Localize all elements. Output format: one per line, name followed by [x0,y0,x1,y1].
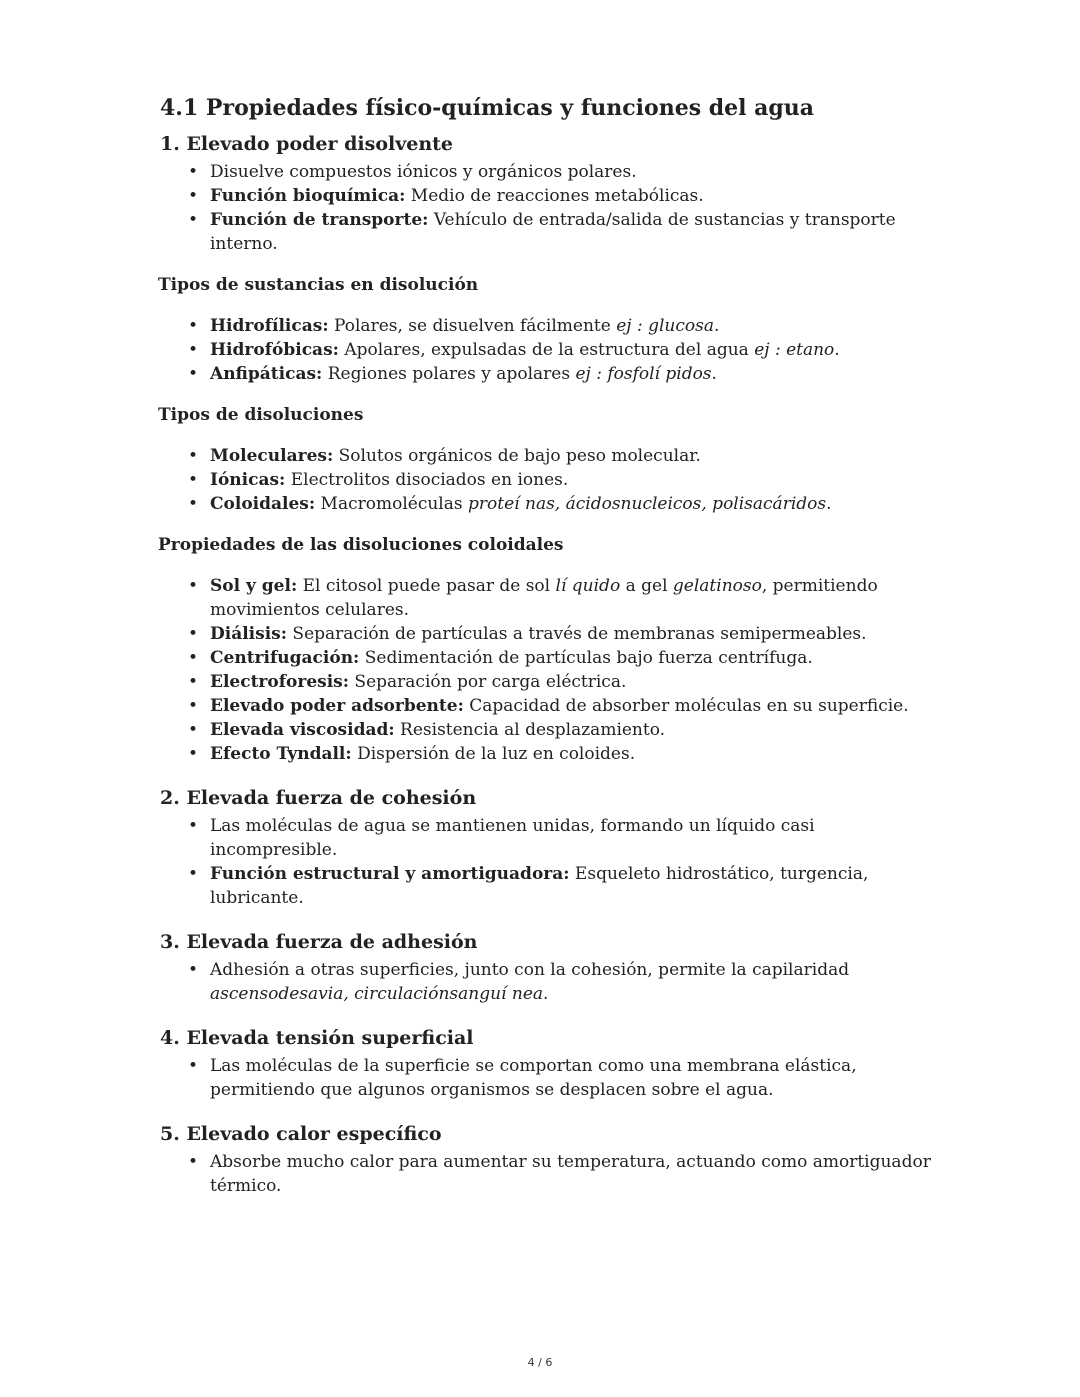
item-label: Electroforesis: [210,672,350,692]
item-math: ascensodesavia, circulaciónsanguí nea [210,984,544,1004]
section-1-list [158,160,938,256]
list-item [188,468,938,492]
section-2-list [158,814,938,910]
item-label: Función de transporte: [210,210,429,230]
list-item [188,646,938,670]
item-text-tail: . [826,494,832,514]
bullet-icon: • [188,576,199,596]
item-math: ej : glucosa [616,316,714,336]
item-label: Coloidales: [210,494,316,514]
item-text: Esqueleto hidrostático, turgencia, lubricante. [210,864,869,908]
bullet-icon: • [188,186,199,206]
item-text: Las moléculas de agua se mantienen unidas, formando un líquido casi incompresible. [210,816,815,860]
item-text: Resistencia al desplazamiento. [394,720,666,740]
item-text: Vehículo de entrada/salida de sustancias y transporte interno. [210,210,896,254]
list-item [188,574,938,622]
section-1-heading: 1. Elevado poder disolvente [160,133,454,155]
item-math: ej : etano [754,340,835,360]
bullet-icon: • [188,960,199,980]
section-3-heading: 3. Elevada fuerza de adhesión [160,931,478,953]
list-item [188,160,938,184]
tipos-disoluciones-heading: Tipos de disoluciones [158,405,364,425]
item-text-tail: a gel [620,576,673,596]
bullet-icon: • [188,210,199,230]
section-3-list [158,958,938,1006]
bullet-icon: • [188,364,199,384]
list-item [188,444,938,468]
item-label: Función estructural y amortiguadora: [210,864,570,884]
item-text: Apolares, expulsadas de la estructura del agua [338,340,755,360]
bullet-icon: • [188,720,199,740]
page-content [158,94,938,1198]
item-text: Medio de reacciones metabólicas. [405,186,704,206]
item-text: Separación de partículas a través de membranas semipermeables. [287,624,867,644]
item-text: Solutos orgánicos de bajo peso molecular. [333,446,701,466]
bullet-icon: • [188,816,199,836]
section-4-heading: 4. Elevada tensión superficial [160,1027,474,1049]
item-math: ej : fosfolí pidos [575,364,712,384]
page-title: 4.1 Propiedades físico-químicas y funciones del agua [160,95,815,121]
item-text: Las moléculas de la superficie se comportan como una membrana elástica, permitiendo que algunos organismos se desplacen sobre el agua. [210,1056,857,1100]
list-item [188,492,938,516]
propiedades-coloidales-list [158,574,938,766]
list-item [188,862,938,910]
tipos-disoluciones-list [158,444,938,516]
bullet-icon: • [188,672,199,692]
list-item [188,314,938,338]
item-text: Dispersión de la luz en coloides. [351,744,636,764]
bullet-icon: • [188,624,199,644]
bullet-icon: • [188,446,199,466]
item-text: Separación por carga eléctrica. [349,672,627,692]
bullet-icon: • [188,864,199,884]
item-label: Sol y gel: [210,576,298,596]
list-item [188,814,938,862]
item-text: Regiones polares y apolares [322,364,576,384]
item-text: El citosol puede pasar de sol [297,576,556,596]
tipos-sustancias-list [158,314,938,386]
item-text: Macromoléculas [315,494,469,514]
list-item [188,362,938,386]
list-item [188,958,938,1006]
item-text-tail: , permitiendo movimientos celulares. [210,576,878,620]
list-item [188,694,938,718]
list-item [188,338,938,362]
item-label: Iónicas: [210,470,286,490]
list-item [188,1150,938,1198]
bullet-icon: • [188,744,199,764]
item-math: proteí nas, ácidosnucleicos, polisacáridos [468,494,827,514]
item-label: Función bioquímica: [210,186,406,206]
item-label: Moleculares: [210,446,334,466]
item-label: Anfipáticas: [210,364,323,384]
bullet-icon: • [188,1152,199,1172]
item-label: Diálisis: [210,624,288,644]
item-text: Sedimentación de partículas bajo fuerza centrífuga. [359,648,813,668]
list-item [188,622,938,646]
item-text: Electrolitos disociados en iones. [285,470,569,490]
item-text-tail: . [543,984,549,1004]
list-item [188,208,938,256]
item-text-tail: . [711,364,717,384]
section-5-heading: 5. Elevado calor específico [160,1123,442,1145]
item-label: Centrifugación: [210,648,360,668]
list-item [188,1054,938,1102]
item-text: Disuelve compuestos iónicos y orgánicos polares. [210,162,637,182]
bullet-icon: • [188,696,199,716]
bullet-icon: • [188,494,199,514]
list-item [188,742,938,766]
section-5-list [158,1150,938,1198]
list-item [188,718,938,742]
item-label: Hidrofóbicas: [210,340,339,360]
item-text-tail: . [713,316,720,336]
item-text: Adhesión a otras superficies, junto con la cohesión, permite la capilaridad [210,960,850,980]
bullet-icon: • [188,316,199,336]
item-text: Polares, se disuelven fácilmente [328,316,617,336]
bullet-icon: • [188,470,199,490]
bullet-icon: • [188,162,199,182]
item-text-tail: . [834,340,840,360]
bullet-icon: • [188,340,199,360]
bullet-icon: • [188,648,199,668]
tipos-sustancias-heading: Tipos de sustancias en disolución [158,275,479,295]
page-number: 4 / 6 [527,1356,553,1369]
item-label: Elevado poder adsorbente: [210,696,464,716]
item-label: Hidrofílicas: [210,316,329,336]
bullet-icon: • [188,1056,199,1076]
item-math: lí quido [555,576,621,596]
list-item [188,670,938,694]
section-2-heading: 2. Elevada fuerza de cohesión [160,787,477,809]
item-label: Elevada viscosidad: [210,720,395,740]
item-label: Efecto Tyndall: [210,744,352,764]
list-item [188,184,938,208]
item-text: Capacidad de absorber moléculas en su superficie. [463,696,909,716]
section-4-list [158,1054,938,1102]
propiedades-coloidales-heading: Propiedades de las disoluciones coloidales [158,535,564,555]
item-math: gelatinoso [672,576,762,596]
item-text: Absorbe mucho calor para aumentar su temperatura, actuando como amortiguador térmico. [210,1152,931,1196]
